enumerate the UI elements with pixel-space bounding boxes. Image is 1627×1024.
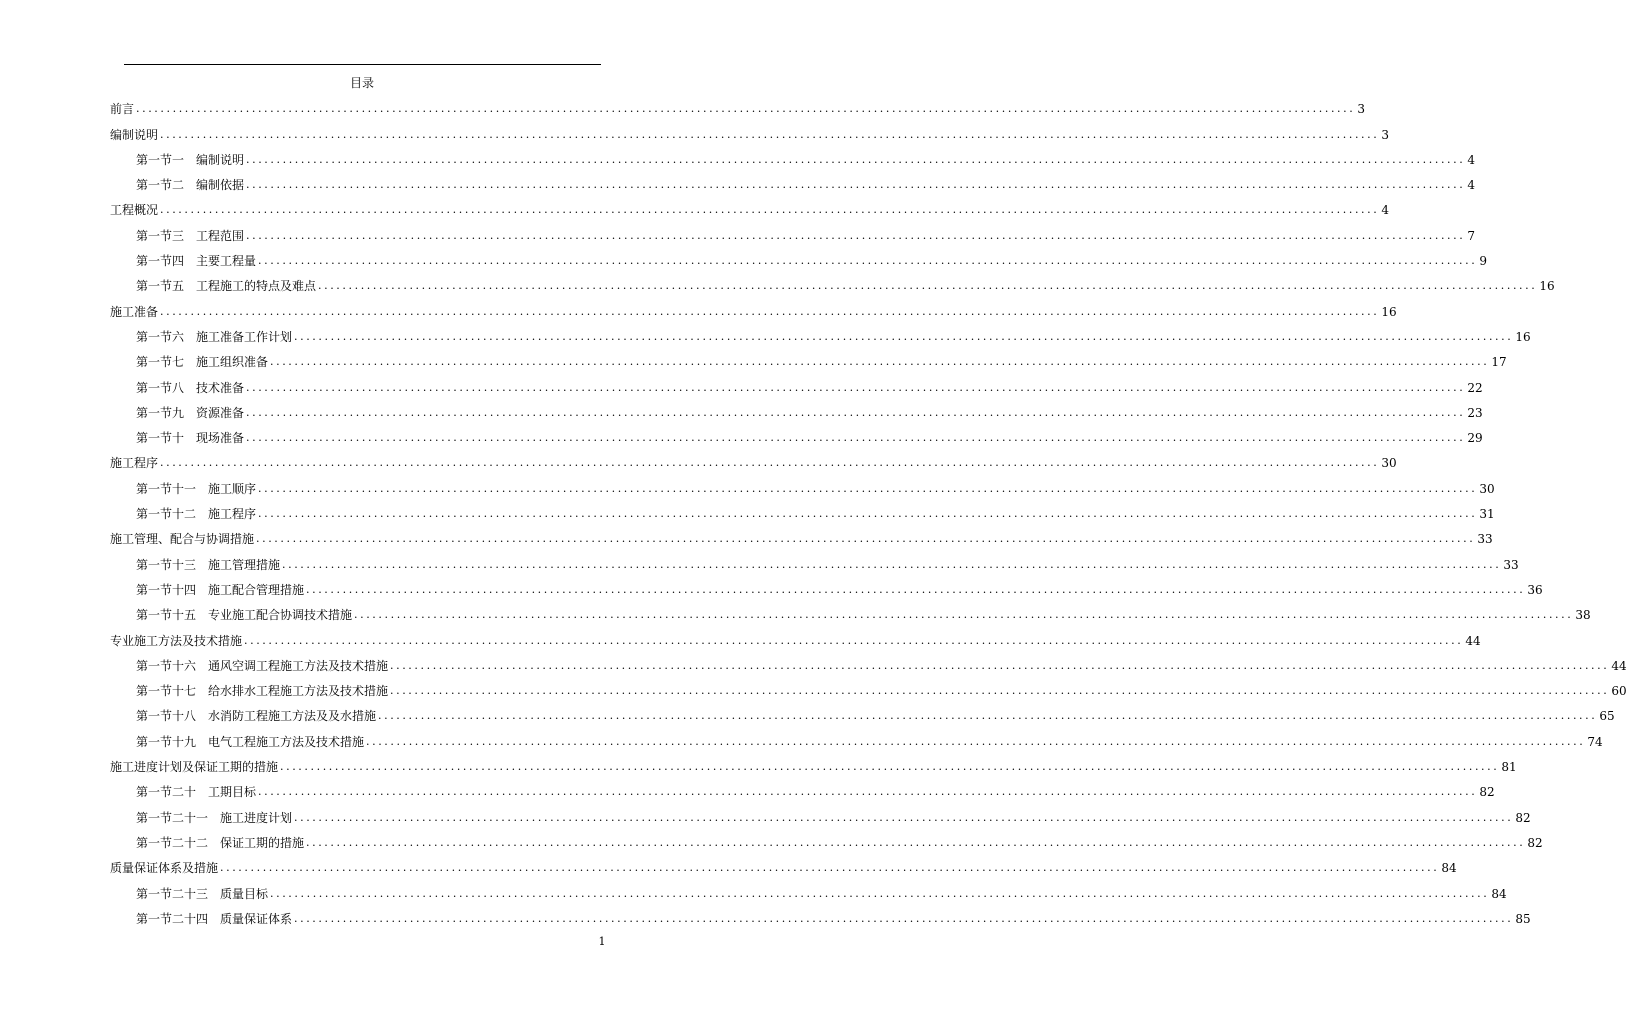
toc-section-entry[interactable] [110,699,1615,724]
toc-entry-label: 第一节十九 电气工程施工方法及技术措施 [136,734,365,749]
toc-section-entry[interactable] [110,396,1483,421]
toc-dot-leader: ........................................................................................................................................................................................................ [366,734,1586,748]
toc-entry-page: 16 [1539,279,1555,294]
toc-entry-label: 施工程序 [110,456,159,471]
toc-chapter-entry[interactable] [110,92,1365,117]
toc-section-entry[interactable] [110,775,1495,800]
toc-section-entry[interactable] [110,143,1475,168]
toc-entry-label: 第一节二 编制依据 [136,178,245,193]
toc-entry-page: 3 [1357,102,1365,117]
toc-entry-label: 第一节二十二 保证工期的措施 [136,835,305,850]
toc-dot-leader: ........................................................................................................................................................................................................ [258,785,1478,799]
toc-chapter-entry[interactable] [110,522,1493,547]
toc-dot-leader: ........................................................................................................................................................................................................ [220,861,1440,875]
toc-dot-leader: ........................................................................................................................................................................................................ [246,380,1466,394]
toc-entry-label: 第一节二十一 施工进度计划 [136,810,293,825]
header-rule [124,64,601,65]
toc-section-entry[interactable] [110,168,1475,193]
toc-entry-label: 质量保证体系及措施 [110,861,219,876]
toc-dot-leader: ........................................................................................................................................................................................................ [160,456,1380,470]
toc-section-entry[interactable] [110,269,1555,294]
toc-chapter-entry[interactable] [110,193,1389,218]
toc-dot-leader: ........................................................................................................................................................................................................ [270,355,1490,369]
toc-entry-label: 第一节五 工程施工的特点及难点 [136,279,317,294]
toc-dot-leader: ........................................................................................................................................................................................................ [390,658,1610,672]
toc-entry-page: 29 [1467,431,1483,446]
toc-entry-page: 44 [1465,633,1481,648]
toc-section-entry[interactable] [110,800,1531,825]
toc-entry-label: 施工准备 [110,304,159,319]
toc-entry-label: 第一节九 资源准备 [136,405,245,420]
toc-entry-label: 第一节十四 施工配合管理措施 [136,582,305,597]
toc-entry-label: 第一节十六 通风空调工程施工方法及技术措施 [136,658,389,673]
toc-entry-page: 65 [1599,709,1615,724]
toc-entry-page: 22 [1467,380,1483,395]
toc-dot-leader: ........................................................................................................................................................................................................ [160,127,1380,141]
toc-section-entry[interactable] [110,421,1483,446]
toc-dot-leader: ........................................................................................................................................................................................................ [244,633,1464,647]
toc-entry-label: 第一节十一 施工顺序 [136,481,257,496]
toc-chapter-entry[interactable] [110,446,1397,471]
toc-chapter-entry[interactable] [110,750,1517,775]
toc-entry-page: 33 [1503,557,1519,572]
toc-entry-page: 4 [1381,203,1389,218]
toc-entry-label: 第一节八 技术准备 [136,380,245,395]
toc-section-entry[interactable] [110,902,1531,927]
toc-entry-label: 第一节二十四 质量保证体系 [136,911,293,926]
toc-entry-page: 16 [1381,304,1397,319]
toc-entry-label: 施工进度计划及保证工期的措施 [110,760,279,775]
toc-entry-page: 7 [1467,228,1475,243]
toc-entry-page: 44 [1611,658,1627,673]
toc-dot-leader: ........................................................................................................................................................................................................ [294,810,1514,824]
toc-dot-leader: ........................................................................................................................................................................................................ [160,304,1380,318]
toc-section-entry[interactable] [110,724,1603,749]
toc-dot-leader: ........................................................................................................................................................................................................ [378,709,1598,723]
toc-entry-page: 30 [1479,481,1495,496]
toc-section-entry[interactable] [110,497,1495,522]
toc-entry-label: 工程概况 [110,203,159,218]
toc-entry-label: 第一节二十 工期目标 [136,785,257,800]
toc-entry-page: 84 [1441,861,1457,876]
toc-dot-leader: ........................................................................................................................................................................................................ [270,886,1490,900]
toc-section-entry[interactable] [110,244,1487,269]
toc-section-entry[interactable] [110,218,1475,243]
toc-title: 目录 [349,76,374,90]
toc-chapter-entry[interactable] [110,623,1481,648]
toc-entry-page: 82 [1479,785,1495,800]
toc-dot-leader: ........................................................................................................................................................................................................ [306,835,1526,849]
toc-section-entry[interactable] [110,573,1543,598]
toc-dot-leader: ........................................................................................................................................................................................................ [306,582,1526,596]
toc-dot-leader: ........................................................................................................................................................................................................ [258,481,1478,495]
toc-entry-page: 82 [1527,835,1543,850]
toc-chapter-entry[interactable] [110,294,1397,319]
toc-dot-leader: ........................................................................................................................................................................................................ [390,684,1610,698]
toc-dot-leader: ........................................................................................................................................................................................................ [294,911,1514,925]
toc-entry-page: 82 [1515,810,1531,825]
toc-section-entry[interactable] [110,471,1495,496]
toc-dot-leader: ........................................................................................................................................................................................................ [258,254,1478,268]
toc-dot-leader: ........................................................................................................................................................................................................ [246,228,1466,242]
toc-entry-label: 第一节十八 水消防工程施工方法及及水措施 [136,709,377,724]
toc-dot-leader: ........................................................................................................................................................................................................ [160,203,1380,217]
toc-entry-label: 第一节十七 给水排水工程施工方法及技术措施 [136,684,389,699]
toc-entry-page: 74 [1587,734,1603,749]
toc-dot-leader: ........................................................................................................................................................................................................ [246,431,1466,445]
toc-dot-leader: ........................................................................................................................................................................................................ [354,608,1574,622]
toc-entry-page: 16 [1515,329,1531,344]
toc-entry-page: 17 [1491,355,1507,370]
toc-section-entry[interactable] [110,876,1507,901]
toc-entry-label: 编制说明 [110,127,159,142]
toc-section-entry[interactable] [110,649,1627,674]
page-number: 1 [598,935,606,948]
toc-section-entry[interactable] [110,370,1483,395]
toc-entry-label: 第一节三 工程范围 [136,228,245,243]
toc-entry-page: 81 [1501,760,1517,775]
toc-entry-label: 前言 [110,102,135,117]
table-of-contents [110,92,1627,927]
toc-entry-page: 38 [1575,608,1591,623]
toc-entry-label: 第一节四 主要工程量 [136,254,257,269]
toc-entry-label: 专业施工方法及技术措施 [110,633,243,648]
toc-entry-label: 第一节十二 施工程序 [136,507,257,522]
toc-entry-page: 36 [1527,582,1543,597]
toc-chapter-entry[interactable] [110,851,1457,876]
toc-section-entry[interactable] [110,598,1591,623]
toc-section-entry[interactable] [110,826,1543,851]
toc-entry-label: 第一节十 现场准备 [136,431,245,446]
toc-entry-page: 3 [1381,127,1389,142]
toc-entry-page: 60 [1611,684,1627,699]
toc-entry-label: 第一节七 施工组织准备 [136,355,269,370]
toc-entry-label: 第一节十五 专业施工配合协调技术措施 [136,608,353,623]
toc-entry-label: 第一节十三 施工管理措施 [136,557,281,572]
toc-dot-leader: ........................................................................................................................................................................................................ [258,507,1478,521]
toc-entry-page: 4 [1467,178,1475,193]
toc-entry-page: 84 [1491,886,1507,901]
toc-entry-page: 31 [1479,507,1495,522]
toc-dot-leader: ........................................................................................................................................................................................................ [246,405,1466,419]
toc-entry-label: 第一节一 编制说明 [136,152,245,167]
toc-dot-leader: ........................................................................................................................................................................................................ [246,178,1466,192]
toc-entry-label: 施工管理、配合与协调措施 [110,532,255,547]
toc-chapter-entry[interactable] [110,117,1389,142]
toc-entry-label: 第一节六 施工准备工作计划 [136,329,293,344]
toc-dot-leader: ........................................................................................................................................................................................................ [136,102,1356,116]
toc-section-entry[interactable] [110,674,1627,699]
toc-section-entry[interactable] [110,320,1531,345]
toc-dot-leader: ........................................................................................................................................................................................................ [246,152,1466,166]
toc-entry-page: 30 [1381,456,1397,471]
toc-section-entry[interactable] [110,345,1507,370]
toc-entry-page: 33 [1477,532,1493,547]
toc-section-entry[interactable] [110,547,1519,572]
toc-entry-page: 9 [1479,254,1487,269]
toc-entry-label: 第一节二十三 质量目标 [136,886,269,901]
toc-dot-leader: ........................................................................................................................................................................................................ [280,760,1500,774]
toc-entry-page: 4 [1467,152,1475,167]
toc-dot-leader: ........................................................................................................................................................................................................ [282,557,1502,571]
toc-dot-leader: ........................................................................................................................................................................................................ [256,532,1476,546]
toc-entry-page: 23 [1467,405,1483,420]
toc-dot-leader: ........................................................................................................................................................................................................ [294,329,1514,343]
toc-entry-page: 85 [1515,911,1531,926]
toc-dot-leader: ........................................................................................................................................................................................................ [318,279,1538,293]
